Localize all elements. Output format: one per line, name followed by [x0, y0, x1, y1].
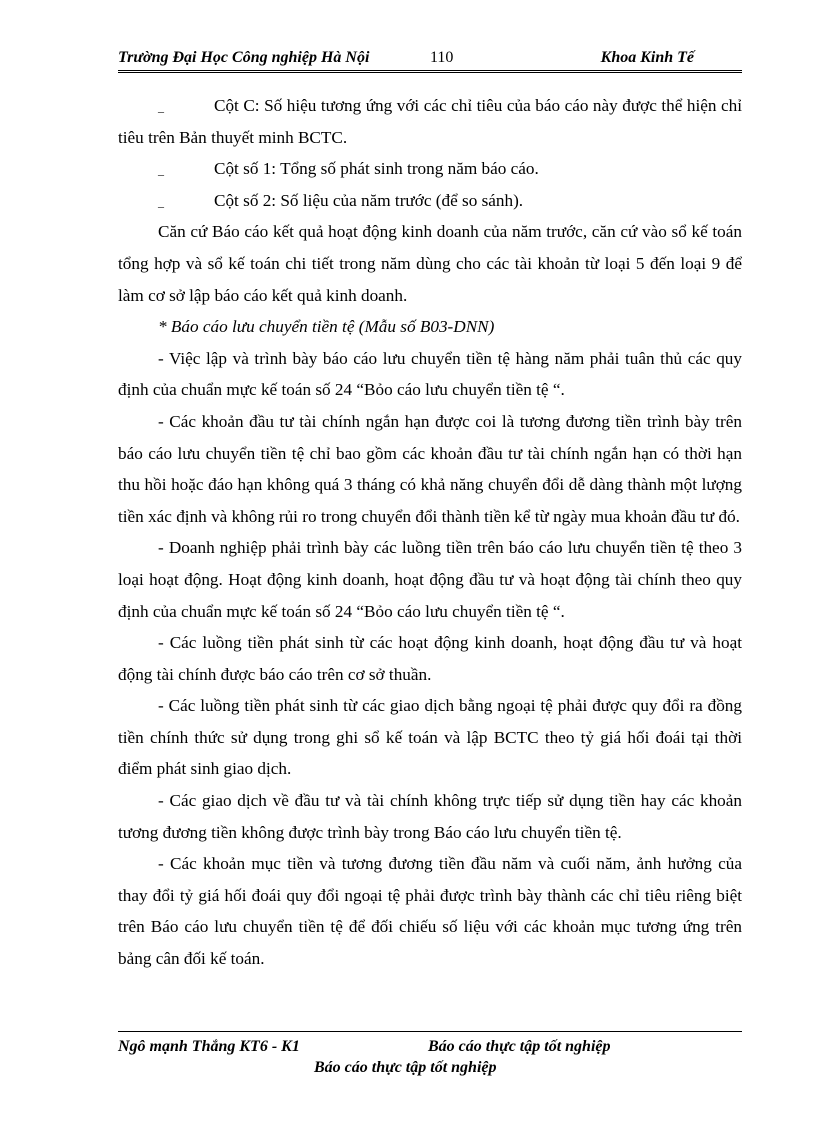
- paragraph-column-c: [118, 90, 742, 153]
- footer-author: Ngô mạnh Thắng KT6 - K1: [118, 1038, 300, 1055]
- paragraph-cash-equivalents: - Các khoản mục tiền và tương đương tiền đầu năm và cuối năm, ảnh hưởng của thay đổi tỷ giá hối đoái quy đổi ngoại tệ phải được trình bày thành các chỉ tiêu riêng biệt trên Báo cáo lưu chuyển tiền tệ để đối chiếu số liệu với các khoản mục tương ứng trên bảng cân đối kế toán.: [118, 854, 742, 969]
- paragraph-text: Cột C: Số hiệu tương ứng với các chỉ tiêu của báo cáo này được thể hiện chỉ tiêu trên Bản thuyết minh BCTC.: [118, 96, 742, 147]
- paragraph-column-1: [118, 153, 742, 185]
- page-header: [118, 46, 742, 73]
- paragraph-basis: Căn cứ Báo cáo kết quả hoạt động kinh doanh của năm trước, căn cứ vào sổ kế toán tổng hợp và sổ kế toán chi tiết trong năm dùng cho các tài khoản từ loại 5 đến loại 9 để làm cơ sở lập báo cáo kết quả kinh doanh.: [118, 222, 742, 305]
- bullet-dash: _: [158, 100, 164, 114]
- bullet-dash: _: [158, 163, 164, 178]
- paragraph-cashflow-rules: - Việc lập và trình bày báo cáo lưu chuyển tiền tệ hàng năm phải tuân thủ các quy định của chuẩn mực kế toán số 24 “Bỏo cáo lưu chuyển tiền tệ “.: [118, 348, 742, 400]
- footer-report-title: Báo cáo thực tập tốt nghiệp: [428, 1038, 611, 1055]
- paragraph-text: Cột số 2: Số liệu của năm trước (để so sánh).: [214, 190, 524, 210]
- paragraph-text: Cột số 1: Tổng số phát sinh trong năm báo cáo.: [214, 159, 539, 179]
- header-page-number: 110: [430, 49, 454, 66]
- paragraph-foreign-currency: - Các luồng tiền phát sinh từ các giao dịch bằng ngoại tệ phải được quy đổi ra đồng tiền chính thức sử dụng trong ghi sổ kế toán và lập BCTC theo tỷ giá hối đoái tại thời điểm phát sinh giao dịch.: [118, 696, 742, 779]
- footer-report-title-second: Báo cáo thực tập tốt nghiệp: [314, 1059, 497, 1076]
- header-faculty: Khoa Kinh Tế: [600, 49, 694, 66]
- header-school-name: Trường Đại Học Công nghiệp Hà Nội: [118, 49, 370, 66]
- paragraph-column-2: [118, 185, 742, 217]
- paragraph-net-basis: - Các luồng tiền phát sinh từ các hoạt động kinh doanh, hoạt động đầu tư và hoạt động tài chính được báo cáo trên cơ sở thuần.: [118, 633, 742, 684]
- paragraph-three-activities: - Doanh nghiệp phải trình bày các luồng tiền trên báo cáo lưu chuyển tiền tệ theo 3 loại hoạt động. Hoạt động kinh doanh, hoạt động đầu tư và hoạt động tài chính theo quy định của chuẩn mực kế toán số 24 “Bỏo cáo lưu chuyển tiền tệ “.: [118, 538, 742, 621]
- paragraph-non-cash-transactions: - Các giao dịch về đầu tư và tài chính không trực tiếp sử dụng tiền hay các khoản tương đương tiền không được trình bày trong Báo cáo lưu chuyển tiền tệ.: [118, 791, 742, 842]
- section-heading: * Báo cáo lưu chuyển tiền tệ (Mẫu số B03-DNN): [158, 317, 495, 337]
- paragraph-short-term-investments: - Các khoản đầu tư tài chính ngắn hạn được coi là tương đương tiền trình bày trên báo cáo lưu chuyển tiền tệ chỉ bao gồm các khoản đầu tư tài chính ngắn hạn có thời hạn thu hồi hoặc đáo hạn không quá 3 tháng có khả năng chuyển đổi dễ dàng thành một lượng tiền xác định và không rủi ro trong chuyển đổi thành tiền kể từ ngày mua khoản đầu tư đó.: [118, 411, 742, 526]
- bullet-dash: _: [158, 194, 164, 209]
- page-footer: [118, 1031, 742, 1076]
- document-body: [118, 90, 742, 975]
